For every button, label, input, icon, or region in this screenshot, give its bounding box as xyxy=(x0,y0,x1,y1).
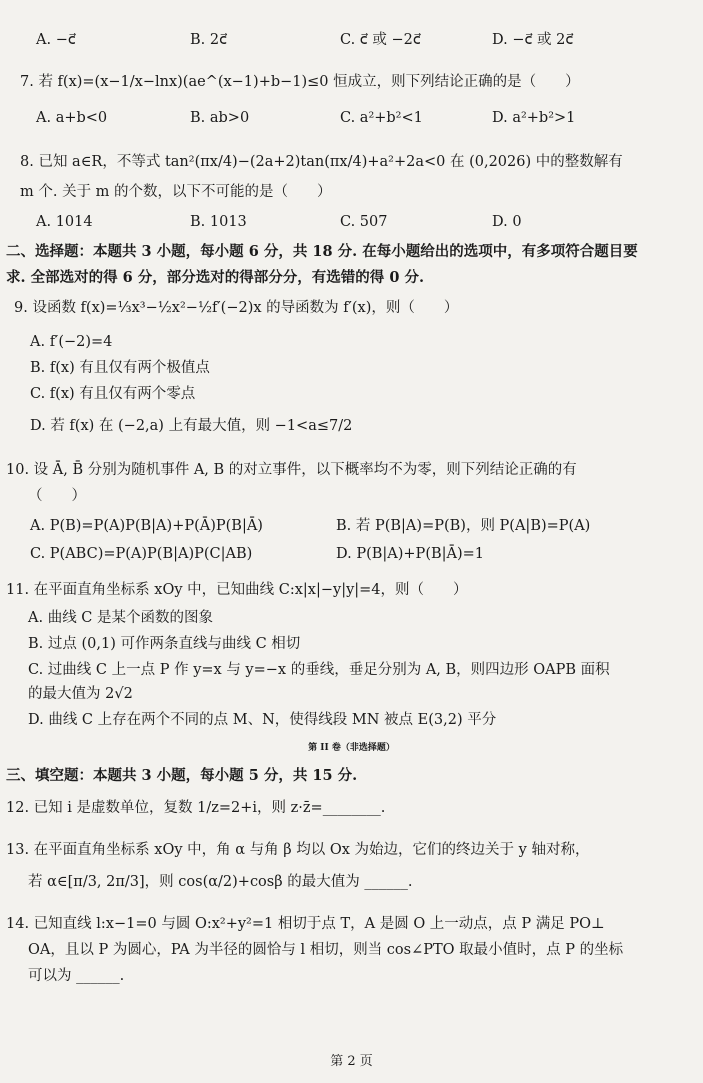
section2-heading-line1: 二、选择题：本题共 3 小题，每小题 6 分，共 18 分. 在每小题给出的选项中，有多项符合题目要 xyxy=(6,243,638,260)
q14-line2: OA，且以 P 为圆心，PA 为半径的圆恰与 l 相切，则当 cos∠PTO 取最小值时，点 P 的坐标 xyxy=(28,942,624,958)
q10-option-c: C. P(ABC)=P(A)P(B|A)P(C|AB) xyxy=(30,546,253,562)
q6-option-b: B. 2c⃗ xyxy=(190,32,228,48)
q6-option-d: D. −c⃗ 或 2c⃗ xyxy=(492,32,574,48)
q10-option-b: B. 若 P(B|A)=P(B)，则 P(A|B)=P(A) xyxy=(336,518,591,534)
q9-stem: 9. 设函数 f(x)=⅓x³−½x²−½f′(−2)x 的导函数为 f′(x)，则（ ） xyxy=(14,300,459,316)
q10-stem-line2: （ ） xyxy=(28,488,86,504)
q11-option-c-continued: 的最大值为 2√2 xyxy=(28,686,133,702)
page-number: 第 2 页 xyxy=(330,1054,373,1069)
q14-line3: 可以为 ______. xyxy=(28,968,125,984)
q9-option-b: B. f(x) 有且仅有两个极值点 xyxy=(30,360,210,376)
q10-stem-line1: 10. 设 Ā, B̄ 分别为随机事件 A, B 的对立事件，以下概率均不为零，则下列结论正确的有 xyxy=(6,462,577,478)
section2-heading-line2: 求. 全部选对的得 6 分，部分选对的得部分分，有选错的得 0 分. xyxy=(6,269,425,286)
q8-option-d: D. 0 xyxy=(492,214,522,230)
q8-stem-line1: 8. 已知 a∈R，不等式 tan²(πx/4)−(2a+2)tan(πx/4)+a²+2a<0 在 (0,2026) 中的整数解有 xyxy=(20,154,623,170)
q7-option-d: D. a²+b²>1 xyxy=(492,110,576,126)
part2-title: 第 II 卷（非选择题） xyxy=(308,743,395,753)
q7-stem: 7. 若 f(x)=(x−1/x−lnx)(ae^(x−1)+b−1)≤0 恒成立，则下列结论正确的是（ ） xyxy=(20,74,580,90)
q9-option-a: A. f′(−2)=4 xyxy=(30,334,113,350)
q11-option-c: C. 过曲线 C 上一点 P 作 y=x 与 y=−x 的垂线，垂足分别为 A, B，则四边形 OAPB 面积 xyxy=(28,662,610,678)
q9-option-c: C. f(x) 有且仅有两个零点 xyxy=(30,386,196,402)
q9-option-d: D. 若 f(x) 在 (−2,a) 上有最大值，则 −1<a≤7/2 xyxy=(30,418,353,434)
q8-option-c: C. 507 xyxy=(340,214,388,230)
q11-option-a: A. 曲线 C 是某个函数的图象 xyxy=(28,610,214,626)
q10-option-d: D. P(B|A)+P(B|Ā)=1 xyxy=(336,546,485,562)
q12-stem: 12. 已知 i 是虚数单位，复数 1/z=2+i，则 z·z̄=________. xyxy=(6,800,386,816)
q7-option-a: A. a+b<0 xyxy=(36,110,108,126)
q13-line2: 若 α∈[π/3, 2π/3]，则 cos(α/2)+cosβ 的最大值为 ______. xyxy=(28,874,413,890)
q11-stem: 11. 在平面直角坐标系 xOy 中，已知曲线 C:x|x|−y|y|=4，则（ ） xyxy=(6,582,468,598)
q10-option-a: A. P(B)=P(A)P(B|A)+P(Ā)P(B|Ā) xyxy=(30,518,263,534)
q8-option-b: B. 1013 xyxy=(190,214,247,230)
q7-option-c: C. a²+b²<1 xyxy=(340,110,423,126)
q14-line1: 14. 已知直线 l:x−1=0 与圆 O:x²+y²=1 相切于点 T，A 是圆 O 上一动点，点 P 满足 PO⊥ xyxy=(6,916,605,932)
section3-heading: 三、填空题：本题共 3 小题，每小题 5 分，共 15 分. xyxy=(6,767,358,784)
q11-option-b: B. 过点 (0,1) 可作两条直线与曲线 C 相切 xyxy=(28,636,301,652)
q6-option-a: A. −c⃗ xyxy=(36,32,76,48)
q13-line1: 13. 在平面直角坐标系 xOy 中，角 α 与角 β 均以 Ox 为始边，它们的终边关于 y 轴对称， xyxy=(6,842,590,858)
q8-option-a: A. 1014 xyxy=(36,214,93,230)
q8-stem-line2: m 个. 关于 m 的个数，以下不可能的是（ ） xyxy=(20,184,332,200)
q6-option-c: C. c⃗ 或 −2c⃗ xyxy=(340,32,421,48)
q7-option-b: B. ab>0 xyxy=(190,110,250,126)
q11-option-d: D. 曲线 C 上存在两个不同的点 M、N，使得线段 MN 被点 E(3,2) 平分 xyxy=(28,712,497,728)
